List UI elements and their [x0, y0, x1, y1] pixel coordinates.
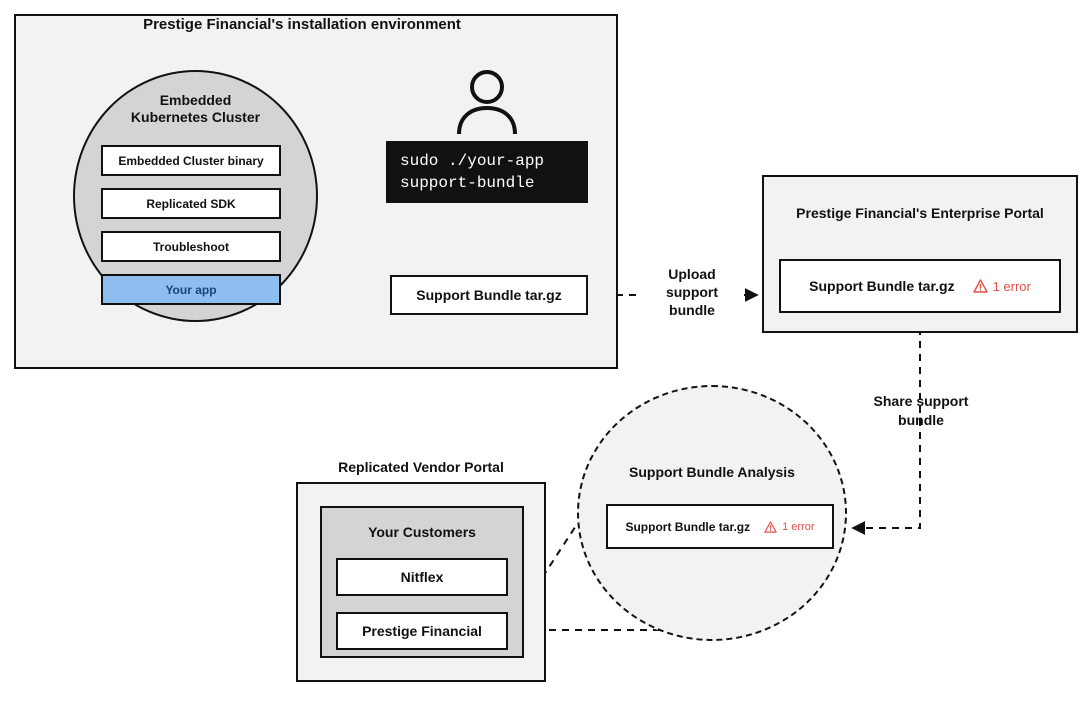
support-bundle-analysis-label: Support Bundle tar.gz — [625, 519, 751, 534]
cluster-item-label: Replicated SDK — [146, 196, 236, 211]
cluster-item-troubleshoot — [101, 231, 281, 262]
customer-prestige-financial — [336, 612, 508, 650]
terminal-line-2: support-bundle — [400, 174, 535, 192]
upload-label-line2: support — [665, 284, 719, 300]
enterprise-portal-title: Prestige Financial's Enterprise Portal — [796, 205, 1044, 221]
cluster-item-replicated-sdk — [101, 188, 281, 219]
analysis-bundle-error-text: 1 error — [782, 520, 815, 533]
cluster-title-line2: Kubernetes Cluster — [130, 109, 261, 125]
enterprise-bundle-error — [973, 279, 1031, 294]
customer-nitflex — [336, 558, 508, 596]
vendor-portal-title: Replicated Vendor Portal — [338, 459, 504, 475]
support-bundle-local-label: Support Bundle tar.gz — [416, 287, 562, 303]
support-bundle-analysis-item — [606, 504, 834, 549]
cluster-item-label: Troubleshoot — [153, 239, 229, 254]
cluster-item-embedded-cluster-binary — [101, 145, 281, 176]
share-label-line1: Share support — [873, 393, 969, 409]
cluster-title-line1: Embedded — [159, 92, 232, 108]
cluster-item-label: Embedded Cluster binary — [118, 153, 264, 168]
upload-support-bundle-label — [646, 265, 738, 319]
enterprise-bundle-error-text: 1 error — [992, 278, 1031, 294]
support-bundle-analysis-title: Support Bundle Analysis — [629, 464, 795, 480]
cluster-item-your-app — [101, 274, 281, 305]
upload-label-line1: Upload — [668, 266, 716, 282]
warning-triangle-icon — [764, 521, 777, 533]
warning-triangle-icon — [973, 279, 988, 293]
customer-label: Nitflex — [400, 569, 444, 585]
analysis-bundle-error — [764, 521, 814, 533]
user-icon — [455, 70, 519, 136]
installation-environment-title: Prestige Financial's installation environment — [143, 16, 461, 33]
share-label-line2: bundle — [898, 412, 944, 428]
upload-label-line3: bundle — [669, 302, 715, 318]
terminal-command-block — [386, 141, 588, 203]
support-bundle-local — [390, 275, 588, 315]
cluster-item-label: Your app — [165, 282, 217, 297]
customer-label: Prestige Financial — [362, 623, 482, 639]
terminal-line-1: sudo ./your-app — [400, 152, 545, 170]
support-bundle-enterprise-label: Support Bundle tar.gz — [809, 278, 955, 294]
your-customers-title: Your Customers — [368, 524, 476, 540]
support-bundle-enterprise — [779, 259, 1061, 313]
embedded-kubernetes-cluster-title — [93, 92, 298, 126]
share-support-bundle-label — [856, 392, 986, 430]
